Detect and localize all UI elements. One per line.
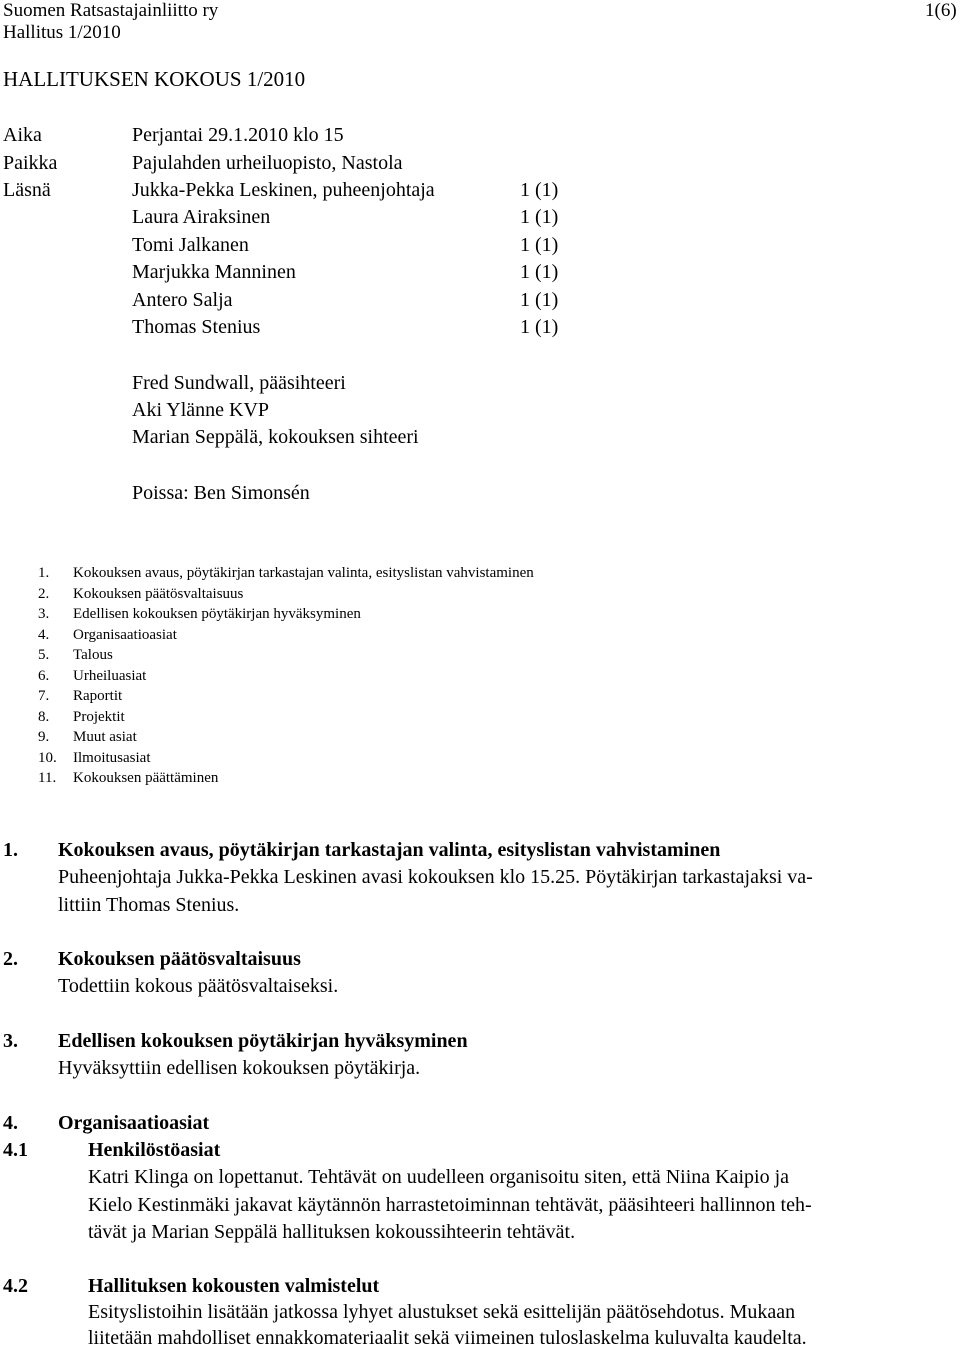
section-heading: Kokouksen avaus, pöytäkirjan tarkastajan valinta, esityslistan vahvistaminen bbox=[58, 839, 721, 861]
section-text: tävät ja Marian Seppälä hallituksen kokoussihteerin tehtävät. bbox=[88, 1221, 576, 1243]
section-text: Puheenjohtaja Jukka-Pekka Leskinen avasi kokouksen klo 15.25. Pöytäkirjan tarkastajaksi va- bbox=[58, 866, 813, 888]
place-value: Pajulahden urheiluopisto, Nastola bbox=[132, 152, 403, 174]
other-attendee: Aki Ylänne KVP bbox=[132, 399, 270, 421]
section-text: Katri Klinga on lopettanut. Tehtävät on uudelleen organisoitu siten, että Niina Kaipio ja bbox=[88, 1166, 790, 1188]
agenda-item: Ilmoitusasiat bbox=[73, 750, 151, 766]
time-label: Aika bbox=[3, 124, 42, 146]
attendee-count: 1 (1) bbox=[520, 261, 559, 283]
attendee-name: Tomi Jalkanen bbox=[132, 234, 249, 256]
section-text: Hyväksyttiin edellisen kokouksen pöytäkirja. bbox=[58, 1057, 421, 1079]
attendee-name: Marjukka Manninen bbox=[132, 261, 296, 283]
agenda-item: Raportit bbox=[73, 688, 123, 704]
agenda-item: Talous bbox=[73, 647, 113, 663]
section-number: 1. bbox=[3, 839, 18, 861]
section-heading: Kokouksen päätösvaltaisuus bbox=[58, 948, 301, 970]
attendee-count: 1 (1) bbox=[520, 206, 559, 228]
agenda-num: 1. bbox=[38, 565, 50, 581]
subsection-number: 4.2 bbox=[3, 1275, 28, 1297]
agenda-num: 7. bbox=[38, 688, 50, 704]
agenda-num: 2. bbox=[38, 586, 50, 602]
attendee-count: 1 (1) bbox=[520, 179, 559, 201]
section-text: Todettiin kokous päätösvaltaiseksi. bbox=[58, 975, 339, 997]
agenda-item: Urheiluasiat bbox=[73, 668, 147, 684]
section-text: Kielo Kestinmäki jakavat käytännön harrastetoiminnan tehtävät, pääsihteeri hallinnon teh- bbox=[88, 1194, 812, 1216]
attendee-name: Laura Airaksinen bbox=[132, 206, 271, 228]
agenda-item: Organisaatioasiat bbox=[73, 627, 177, 643]
agenda-num: 4. bbox=[38, 627, 50, 643]
agenda-item: Projektit bbox=[73, 709, 125, 725]
subsection-heading: Henkilöstöasiat bbox=[88, 1139, 221, 1161]
agenda-num: 3. bbox=[38, 606, 50, 622]
header-doc-id: Hallitus 1/2010 bbox=[3, 22, 121, 43]
agenda-num: 6. bbox=[38, 668, 50, 684]
other-attendee: Marian Seppälä, kokouksen sihteeri bbox=[132, 426, 419, 448]
attendee-count: 1 (1) bbox=[520, 234, 559, 256]
section-text: littiin Thomas Stenius. bbox=[58, 894, 240, 916]
attendee-name: Antero Salja bbox=[132, 289, 233, 311]
agenda-item: Kokouksen päättäminen bbox=[73, 770, 219, 786]
section-heading: Edellisen kokouksen pöytäkirjan hyväksyminen bbox=[58, 1030, 468, 1052]
agenda-item: Kokouksen avaus, pöytäkirjan tarkastajan valinta, esityslistan vahvistaminen bbox=[73, 565, 534, 581]
subsection-number: 4.1 bbox=[3, 1139, 28, 1161]
attendee-count: 1 (1) bbox=[520, 316, 559, 338]
absent-line: Poissa: Ben Simonsén bbox=[132, 482, 310, 504]
agenda-num: 8. bbox=[38, 709, 50, 725]
section-number: 4. bbox=[3, 1112, 18, 1134]
section-number: 2. bbox=[3, 948, 18, 970]
section-number: 3. bbox=[3, 1030, 18, 1052]
attendee-name: Jukka-Pekka Leskinen, puheenjohtaja bbox=[132, 179, 435, 201]
other-attendee: Fred Sundwall, pääsihteeri bbox=[132, 372, 346, 394]
document-title: HALLITUKSEN KOKOUS 1/2010 bbox=[3, 67, 306, 91]
section-heading: Organisaatioasiat bbox=[58, 1112, 210, 1134]
agenda-num: 11. bbox=[38, 770, 57, 786]
agenda-num: 9. bbox=[38, 729, 50, 745]
agenda-item: Edellisen kokouksen pöytäkirjan hyväksyminen bbox=[73, 606, 361, 622]
attendee-count: 1 (1) bbox=[520, 289, 559, 311]
place-label: Paikka bbox=[3, 152, 58, 174]
time-value: Perjantai 29.1.2010 klo 15 bbox=[132, 124, 344, 146]
header-page-number: 1(6) bbox=[925, 0, 957, 21]
section-text: liitetään mahdolliset ennakkomateriaalit sekä viimeinen tuloslaskelma kuluvalta kaudelta. bbox=[88, 1327, 807, 1349]
agenda-item: Muut asiat bbox=[73, 729, 137, 745]
attendee-name: Thomas Stenius bbox=[132, 316, 261, 338]
agenda-num: 10. bbox=[38, 750, 57, 766]
agenda-item: Kokouksen päätösvaltaisuus bbox=[73, 586, 244, 602]
agenda-num: 5. bbox=[38, 647, 50, 663]
header-org: Suomen Ratsastajainliitto ry bbox=[3, 0, 219, 21]
subsection-heading: Hallituksen kokousten valmistelut bbox=[88, 1275, 380, 1297]
section-text: Esityslistoihin lisätään jatkossa lyhyet alustukset sekä esittelijän päätösehdotus. Mukaan bbox=[88, 1301, 796, 1323]
present-label: Läsnä bbox=[3, 179, 51, 201]
